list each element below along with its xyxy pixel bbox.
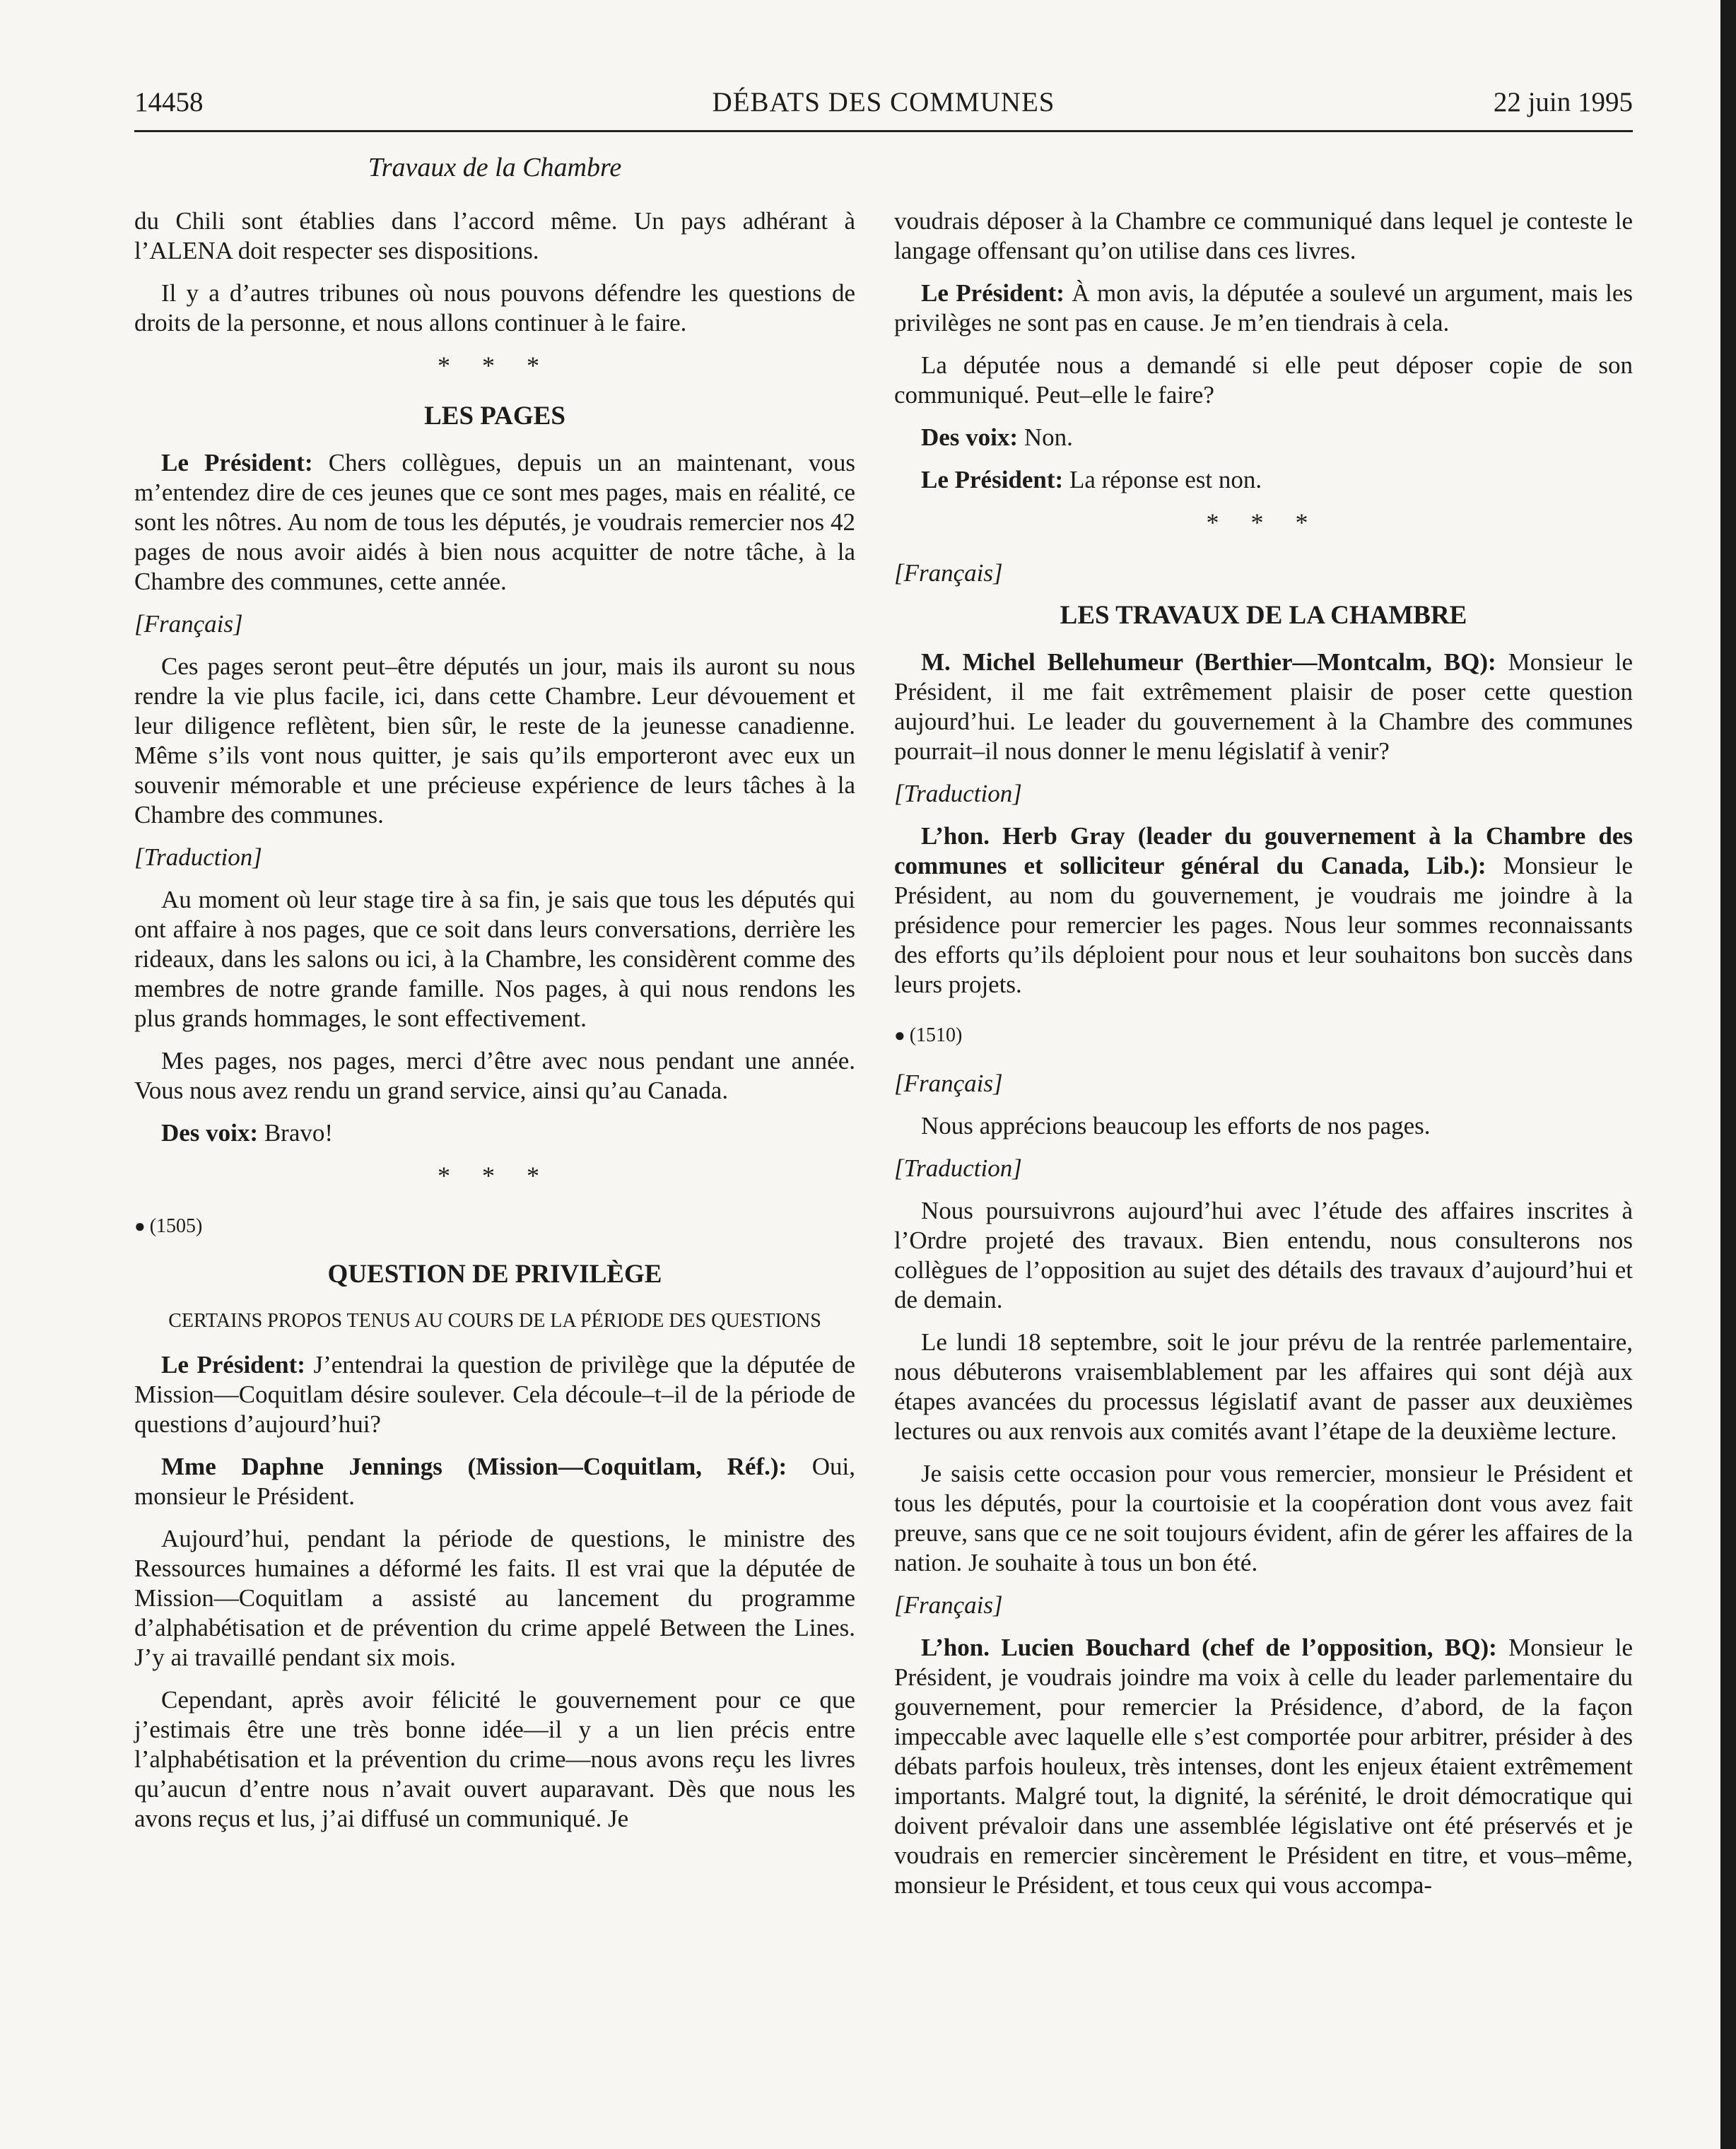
speech-text: La réponse est non. [1063,466,1262,493]
speaker-name: Le Président: [161,449,313,476]
paragraph: La députée nous a demandé si elle peut déposer copie de son communiqué. Peut–elle le faire? [894,351,1633,409]
paragraph: Au moment où leur stage tire à sa fin, je sais que tous les députés qui ont affaire à nos pages, que ce soit dans leurs conversations, derrière les rideaux, dans les salons ou ici, à la Chambre, les considèrent comme des membres de notre grande famille. Nos pages, à qui nous rendons les plus grands hommages, le sont effectivement. [134,886,855,1032]
speaker-name: L’hon. Lucien Bouchard (chef de l’opposition, BQ): [921,1634,1497,1661]
language-tag: [Traduction] [134,843,262,871]
section-heading: LES PAGES [424,402,565,431]
page-number: 14458 [134,87,204,117]
language-tag: [Français] [894,559,1003,587]
section-heading: QUESTION DE PRIVILÈGE [327,1260,662,1289]
running-head: Travaux de la Chambre [368,153,622,182]
paragraph: du Chili sont établies dans l’accord même. Un pays adhérant à l’ALENA doit respecter ses dispositions. [134,207,855,264]
section-subheading: CERTAINS PROPOS TENUS AU COURS DE LA PÉRIODE DES QUESTIONS [168,1310,821,1332]
speaker-name: M. Michel Bellehumeur (Berthier—Montcalm, BQ): [921,648,1496,676]
speech-text: Oui, monsieur le Président. [134,1453,855,1510]
speaker-name: Mme Daphne Jennings (Mission—Coquitlam, Réf.): [161,1453,787,1480]
section-heading: LES TRAVAUX DE LA CHAMBRE [1060,601,1467,630]
speech-text: Non. [1018,423,1073,451]
page-header [134,83,1633,132]
speech-paragraph [134,1350,855,1439]
publication-title: DÉBATS DES COMMUNES [712,87,1055,117]
speaker-name: Des voix: [921,423,1019,451]
scan-edge [1720,0,1736,2149]
paragraph: Nous apprécions beaucoup les efforts de nos pages. [921,1112,1431,1140]
speaker-name: Le Président: [921,466,1064,493]
speaker-name: Le Président: [161,1351,305,1378]
language-tag: [Traduction] [894,1154,1022,1182]
time-marker-text: (1505) [149,1215,203,1237]
speech-paragraph [894,821,1633,1000]
language-tag: [Français] [894,1070,1003,1097]
publication-date: 22 juin 1995 [1493,87,1633,117]
speech-paragraph [894,279,1633,338]
speech-paragraph [134,1452,855,1511]
speech-paragraph [894,1633,1633,1900]
time-marker [894,1021,1633,1050]
paragraph: Aujourd’hui, pendant la période de questions, le ministre des Ressources humaines a déformé les faits. Il est vrai que la députée de Mission—Coquitlam a assisté au lancement du programme d’alphabétisation et de prévention du crime appelé Between the Lines. J’y ai travaillé pendant six mois. [134,1525,855,1671]
section-separator: * * * [438,1161,552,1190]
paragraph: Il y a d’autres tribunes où nous pouvons défendre les questions de droits de la personne, et nous allons continuer à le faire. [134,279,855,336]
speech-paragraph [134,1118,855,1148]
speaker-name: L’hon. Herb Gray (leader du gouvernement à la Chambre des communes et solliciteur général du Canada, Lib.): [894,822,1633,879]
right-column [894,206,1633,1913]
left-column [134,206,855,1846]
time-marker [134,1212,855,1241]
language-tag: [Français] [134,610,243,638]
speech-text: Monsieur le Président, au nom du gouvernement, je voudrais me joindre à la présidence pour remercier les pages. Nous leur sommes reconnaissants des efforts qu’ils déploient pour nous et leur souhaitons bon succès dans leurs projets. [894,852,1633,998]
paragraph: voudrais déposer à la Chambre ce communiqué dans lequel je conteste le langage offensant qu’on utilise dans ces livres. [894,207,1633,264]
section-separator: * * * [438,351,552,380]
language-tag: [Français] [894,1591,1003,1619]
bullet-icon: ● [894,1025,905,1046]
speech-paragraph [894,465,1633,495]
paragraph: Ces pages seront peut–être députés un jour, mais ils auront su nous rendre la vie plus facile, ici, dans cette Chambre. Leur dévouement et leur diligence reflètent, bien sûr, le reste de la jeunesse canadienne. Même s’ils vont nous quitter, je sais qu’ils emporteront avec eux un souvenir mémorable et une précieuse expérience de leurs tâches à la Chambre des communes. [134,652,855,828]
speech-paragraph [894,423,1633,452]
paragraph: Cependant, après avoir félicité le gouvernement pour ce que j’estimais être une très bonne idée—il y a un lien précis entre l’alphabétisation et la prévention du crime—nous avons reçu les livres qu’aucun d’entre nous n’avait ouvert auparavant. Dès que nous les avons reçus et lus, j’ai diffusé un communiqué. Je [134,1686,855,1832]
paragraph: Mes pages, nos pages, merci d’être avec nous pendant une année. Vous nous avez rendu un grand service, ainsi qu’au Canada. [134,1047,855,1104]
speech-text: Bravo! [258,1119,334,1147]
speech-text: Monsieur le Président, je voudrais joindre ma voix à celle du leader parlementaire du gouvernement, pour remercier la Présidence, d’abord, de la façon impeccable avec laquelle elle s’est comportée pour arbitrer, présider à des débats parfois houleux, très intenses, dont les enjeux étaient extrêmement importants. Malgré tout, la dignité, la sérénité, le droit démocratique qui doivent prévaloir dans une assemblée législative ont été préservés et je voudrais en remercier sincèrement le Président en titre, et vous–même, monsieur le Président, et tous ceux qui vous accompa- [894,1634,1633,1899]
speech-text: Chers collègues, depuis un an maintenant, vous m’entendez dire de ces jeunes que ce sont mes pages, mais en réalité, ce sont les nôtres. Au nom de tous les députés, je voudrais remercier nos 42 pages de nous avoir aidés à bien nous acquitter de notre tâche, à la Chambre des communes, cette année. [134,449,855,595]
time-marker-text: (1510) [909,1024,963,1046]
speech-text: J’entendrai la question de privilège que la députée de Mission—Coquitlam désire soulever. Cela découle–t–il de la période de questions d’aujourd’hui? [134,1351,856,1438]
section-separator: * * * [1206,508,1321,537]
speech-text: À mon avis, la députée a soulevé un argument, mais les privilèges ne sont pas en cause. Je m’en tiendrais à cela. [894,279,1633,336]
speaker-name: Le Président: [921,279,1065,307]
paragraph: Je saisis cette occasion pour vous remercier, monsieur le Président et tous les députés, pour la courtoisie et la coopération dont vous avez fait preuve, sans que ce ne soit toujours évident, afin de gérer les affaires de la nation. Je souhaite à tous un bon été. [894,1460,1633,1576]
speech-text: Monsieur le Président, il me fait extrêmement plaisir de poser cette question aujourd’hui. Le leader du gouvernement à la Chambre des communes pourrait–il nous donner le menu législatif à venir? [894,648,1633,765]
speaker-name: Des voix: [161,1119,259,1147]
speech-paragraph [134,448,855,597]
paragraph: Nous poursuivrons aujourd’hui avec l’étude des affaires inscrites à l’Ordre projeté des travaux. Bien entendu, nous consulterons nos collègues de l’opposition au sujet des détails des travaux d’aujourd’hui et de demain. [894,1197,1633,1313]
bullet-icon: ● [134,1216,146,1236]
paragraph: Le lundi 18 septembre, soit le jour prévu de la rentrée parlementaire, nous débuterons vraisemblablement par les affaires qui sont déjà aux étapes avancées du processus législatif avant de passer aux deuxièmes lectures ou aux renvois aux comités avant l’étape de la deuxième lecture. [894,1328,1633,1445]
language-tag: [Traduction] [894,780,1022,807]
speech-paragraph [894,648,1633,766]
